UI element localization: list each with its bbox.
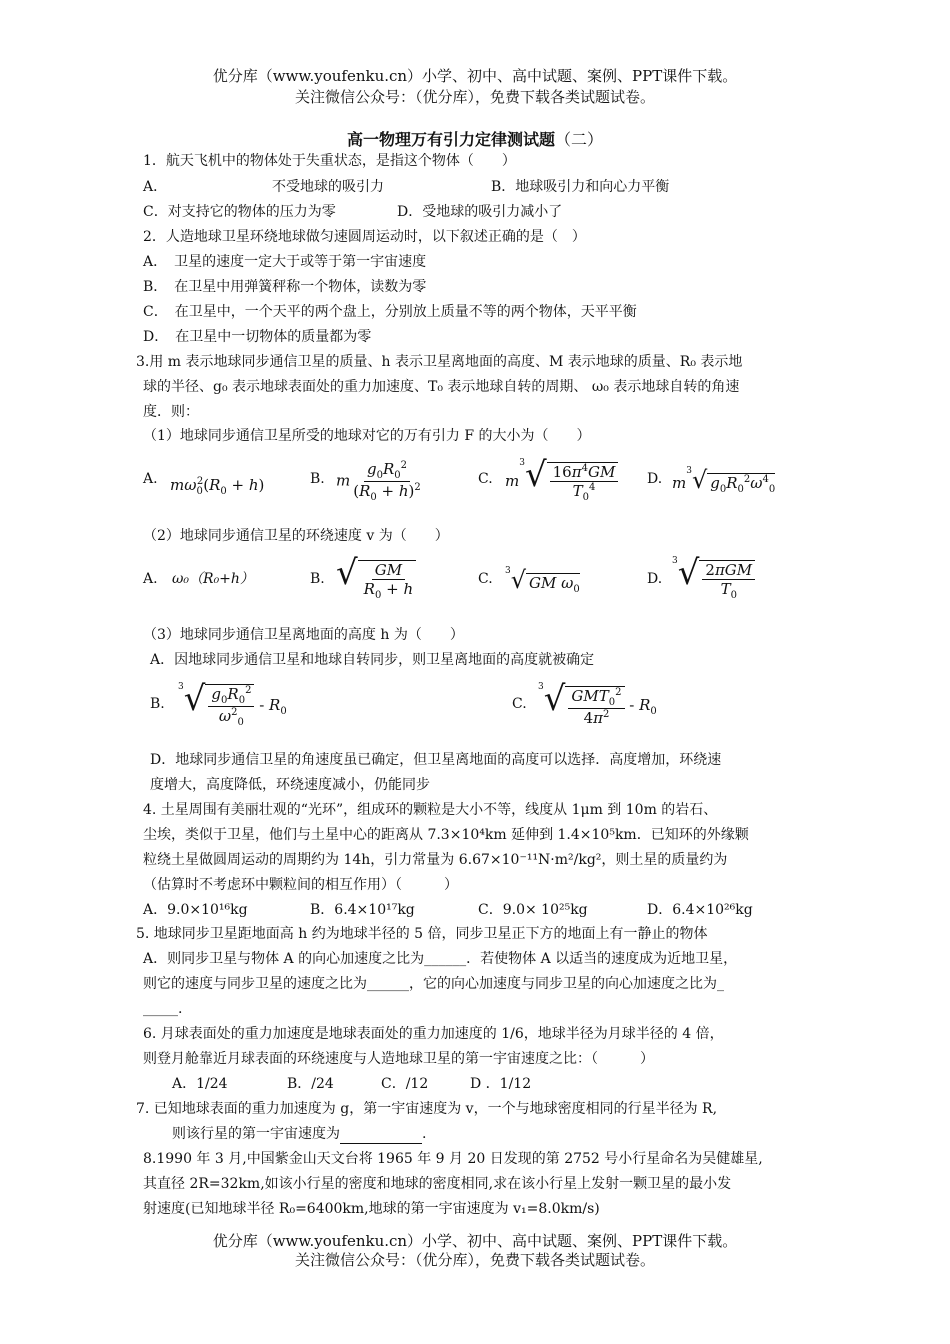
q1-stem: 1．航天飞机中的物体处于失重状态，是指这个物体（ ） bbox=[143, 153, 516, 169]
q3-p3-c-formula: $^3$√ $\frac{GMT_0^2}{4\pi^2}$ - $R_0$ bbox=[538, 679, 657, 727]
q3-p3-option-a: A．因地球同步通信卫星和地球自转同步，则卫星离地面的高度就被确定 bbox=[150, 652, 595, 668]
q3-p2-c-label: C. bbox=[478, 571, 493, 587]
q7-line-2 bbox=[172, 1125, 426, 1144]
q3-p2-d-label: D. bbox=[647, 571, 663, 587]
q3-p3-b-formula: $^3$√ $\frac{g_0R_0^2}{\omega^2_0}$ - $R_0$ bbox=[178, 679, 287, 728]
q7-line-2-end: . bbox=[422, 1126, 427, 1142]
q3-p2-b-formula: √ $\frac{GM}{R_0 + h}$ bbox=[336, 556, 416, 601]
q6-line-1: 6. 月球表面处的重力加速度是地球表面处的重力加速度的 1/6，地球半径为月球半径的 4 倍， bbox=[143, 1026, 724, 1042]
header-line-2: 关注微信公众号：（优分库），免费下载各类试题试卷。 bbox=[294, 88, 655, 106]
q2-option-b: B． 在卫星中用弹簧秤称一个物体，读数为零 bbox=[143, 279, 427, 295]
q5-line-4: _____. bbox=[143, 1001, 183, 1017]
q5-line-2: A．则同步卫星与物体 A 的向心加速度之比为______．若使物体 A 以适当的速度成为近地卫星， bbox=[143, 951, 738, 967]
q3-p2-b-label: B. bbox=[310, 571, 325, 587]
q3-stem-line-3: 度．则： bbox=[143, 404, 199, 420]
q4-line-2: 尘埃，类似于卫星，他们与土星中心的距离从 7.3×10⁴km 延伸到 1.4×10⁵km．已知环的外缘颗 bbox=[143, 827, 749, 843]
q3-stem-line-2: 球的半径、g₀ 表示地球表面处的重力加速度、T₀ 表示地球自转的周期、 ω₀ 表示地球自转的角速 bbox=[143, 379, 740, 395]
q3-p3-option-d-line-2: 度增大，高度降低，环绕速度减小，仍能同步 bbox=[150, 777, 430, 793]
q3-stem-line-1: 3.用 m 表示地球同步通信卫星的质量、h 表示卫星离地面的高度、M 表示地球的质量、R₀ 表示地 bbox=[136, 354, 743, 370]
q6-option-b: B．/24 bbox=[287, 1076, 334, 1092]
q3-part-2: （2）地球同步通信卫星的环绕速度 v 为（ ） bbox=[143, 528, 449, 544]
q3-p2-a-formula: ω₀（R₀+h） bbox=[172, 571, 254, 587]
q7-answer-blank[interactable] bbox=[340, 1125, 422, 1144]
q1-option-c: C．对支持它的物体的压力为零 bbox=[143, 204, 336, 220]
q3-p2-c-formula: $^3$√ GM $\omega_0$ bbox=[505, 566, 580, 595]
title-sub: （二） bbox=[555, 130, 604, 149]
header-line-1: 优分库（www.youfenku.cn）小学、初中、高中试题、案例、PPT课件下载。 bbox=[212, 67, 738, 85]
q3-p2-a-label: A. bbox=[143, 571, 158, 587]
q3-p1-b-formula: m $\frac{g_0R_0^2}{(R_0 + h)^2}$ bbox=[336, 460, 421, 503]
q3-p1-a-label: A. bbox=[143, 471, 158, 487]
q5-line-3: 则它的速度与同步卫星的速度之比为______，它的向心加速度与同步卫星的向心加速度之比为_ bbox=[143, 976, 724, 992]
q1-option-b: B．地球吸引力和向心力平衡 bbox=[491, 179, 670, 195]
title-main: 高一物理万有引力定律测试题 bbox=[346, 130, 555, 149]
q6-line-2: 则登月舱靠近月球表面的环绕速度与人造地球卫星的第一宇宙速度之比：（ ） bbox=[143, 1051, 654, 1067]
q4-option-d: D．6.4×10²⁶kg bbox=[647, 902, 753, 918]
q3-p1-d-label: D. bbox=[647, 471, 663, 487]
q8-line-2: 其直径 2R=32km,如该小行星的密度和地球的密度相同,求在该小行星上发射一颗卫星的最小发 bbox=[143, 1176, 732, 1192]
page-title bbox=[0, 127, 950, 150]
q3-p1-b-label: B. bbox=[310, 471, 325, 487]
q1-option-d: D．受地球的吸引力减小了 bbox=[397, 204, 563, 220]
q3-p3-b-label: B. bbox=[150, 696, 165, 712]
q6-option-a: A．1/24 bbox=[172, 1076, 228, 1092]
q6-option-d: D ．1/12 bbox=[470, 1076, 532, 1092]
q4-option-c: C．9.0× 10²⁵kg bbox=[478, 902, 588, 918]
q1-option-a-text: 不受地球的吸引力 bbox=[272, 179, 384, 195]
q2-stem: 2．人造地球卫星环绕地球做匀速圆周运动时，以下叙述正确的是（ ） bbox=[143, 229, 586, 245]
q2-option-c: C． 在卫星中，一个天平的两个盘上，分别放上质量不等的两个物体，天平平衡 bbox=[143, 304, 637, 320]
footer-line-2: 关注微信公众号：（优分库），免费下载各类试题试卷。 bbox=[294, 1251, 655, 1269]
footer-line-1: 优分库（www.youfenku.cn）小学、初中、高中试题、案例、PPT课件下载。 bbox=[212, 1232, 738, 1250]
q4-option-b: B．6.4×10¹⁷kg bbox=[310, 902, 415, 918]
q5-line-1: 5. 地球同步卫星距地面高 h 约为地球半径的 5 倍，同步卫星正下方的地面上有一静止的物体 bbox=[136, 926, 708, 942]
q3-p3-option-d-line-1: D．地球同步通信卫星的角速度虽已确定，但卫星离地面的高度可以选择．高度增加，环绕速 bbox=[150, 752, 722, 768]
q4-line-4: （估算时不考虑环中颗粒间的相互作用）（ ） bbox=[143, 877, 458, 893]
q2-option-a: A． 卫星的速度一定大于或等于第一宇宙速度 bbox=[143, 254, 427, 270]
q7-line-2-text: 则该行星的第一宇宙速度为 bbox=[172, 1126, 340, 1142]
q3-part-1: （1）地球同步通信卫星所受的地球对它的万有引力 F 的大小为（ ） bbox=[143, 428, 591, 444]
q4-line-3: 粒绕土星做圆周运动的周期约为 14h，引力常量为 6.67×10⁻¹¹N·m²/kg²，则土星的质量约为 bbox=[143, 852, 728, 868]
q4-option-a: A．9.0×10¹⁶kg bbox=[143, 902, 248, 918]
q2-option-d: D． 在卫星中一切物体的质量都为零 bbox=[143, 329, 372, 345]
q7-line-1: 7. 已知地球表面的重力加速度为 g，第一宇宙速度为 v，一个与地球密度相同的行星半径为 R, bbox=[136, 1101, 718, 1117]
q3-p1-c-label: C. bbox=[478, 471, 493, 487]
q8-line-1: 8.1990 年 3 月,中国紫金山天文台将 1965 年 9 月 20 日发现的第 2752 号小行星命名为吴健雄星, bbox=[143, 1151, 763, 1167]
q3-p1-c-formula: $m^3√$ $\frac{16\pi^4GM}{T_0^4}$ bbox=[505, 458, 618, 503]
q6-option-c: C．/12 bbox=[381, 1076, 429, 1092]
q3-p2-d-formula: $^3$√ $\frac{\text{2πGM}}{T_0}$ bbox=[672, 556, 755, 601]
q3-part-3: （3）地球同步通信卫星离地面的高度 h 为（ ） bbox=[143, 627, 464, 643]
q3-p3-c-label: C. bbox=[512, 696, 527, 712]
q8-line-3: 射速度(已知地球半径 R₀=6400km,地球的第一宇宙速度为 v₁=8.0km/s) bbox=[143, 1201, 600, 1217]
q4-line-1: 4. 土星周围有美丽壮观的“光环”，组成环的颗粒是大小不等，线度从 1μm 到 10m 的岩石、 bbox=[143, 802, 718, 818]
q3-p1-a-formula: $m\omega_0^2(R_0 + h)$ bbox=[170, 476, 265, 497]
q3-p1-d-formula: $m^3√$ $g_0R_0^2\omega^4_0$ bbox=[672, 466, 776, 495]
q1-option-a-label: A． bbox=[143, 179, 168, 195]
